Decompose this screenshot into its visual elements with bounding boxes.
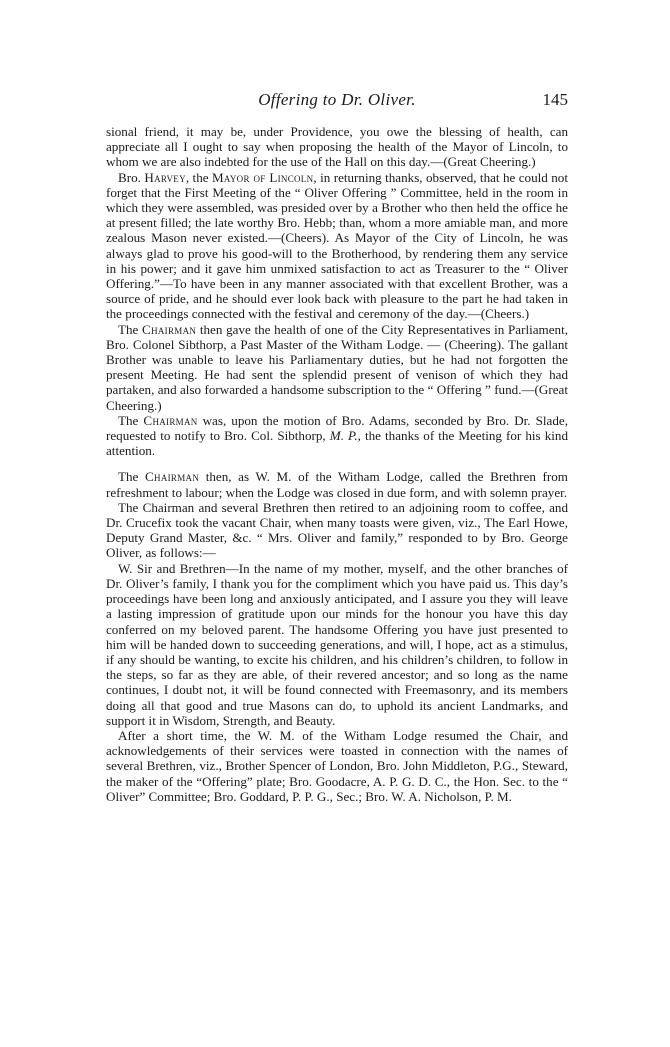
text-run: The <box>118 321 143 337</box>
page-header <box>106 90 568 112</box>
small-caps-name: Mayor of Lincoln <box>211 169 314 185</box>
text-run: was, upon the motion of Bro. Adams, seconded by Bro. Dr. Slade, requested to notify to Bro. Col. Sibthorp, <box>106 412 568 444</box>
small-caps-name: Chairman <box>142 321 197 337</box>
text-run: The <box>118 469 145 485</box>
text-run: sional friend, it may be, under Providence, you owe the blessing of health, can appreciate all I ought to say when proposing the health of the Mayor of Lincoln, to whom we are also indebted for the use of the Hall on this day.—(Great Cheering.) <box>106 124 568 170</box>
text-run: , the <box>185 169 212 185</box>
paragraph-continued <box>106 124 568 170</box>
paragraph-lodge-closed <box>106 469 568 499</box>
text-run: , in returning thanks, observed, that he could not forget that the First Meeting of the “ Oliver Offering ” Committee, held in the room in which they were assembled, was presided over by a Brother who then held the office he at present filled; the late worthy Bro. Hebb; than, whom a more amiable man, and more zealous Mason never existed.—(Cheers). As Mayor of the City of Lincoln, he was always glad to prove his good-will to the Brotherhood, by rendering them any service in his power; and it gave him unmixed satisfaction to act as Treasurer to the “ Oliver Offering.”—To have been in any manner associated with that excellent Brother, was a source of pride, and he should ever look back with pleasure to the part he had taken in the proceedings connected with the festival and ceremony of the day.—(Cheers.) <box>106 169 568 322</box>
paragraph-sibthorp-thanks <box>106 413 568 459</box>
paragraph-george-oliver-speech <box>106 561 568 728</box>
text-run: W. Sir and Brethren—In the name of my mother, myself, and the other branches of Dr. Oliver’s family, I thank you for the compliment which you have paid us. This day’s proceedings have been long and anxiously anticipated, and I assure you they will leave a lasting impression of gratitude upon our minds for the honour you have this day conferred on my beloved parent. The handsome Offering you have just presented to him will be handed down to succeeding generations, and will, I hope, act as a stimulus, if any should be wanting, to excite his children, and his children’s children, to follow in the steps, so far as they are able, of their revered ancestor; and so long as the name continues, I doubt not, it will be found connected with Freemasonry, and its members doing all that good and true Masons can do, to uphold its ancient Landmarks, and support it in Wisdom, Strength, and Beauty. <box>106 560 568 728</box>
small-caps-name: Chairman <box>144 469 200 485</box>
paragraph-mayor-reply <box>106 170 568 322</box>
text-run: After a short time, the W. M. of the Witham Lodge resumed the Chair, and acknowledgements of their services were toasted in connection with the names of several Brethren, viz., Brother Spencer of London, Bro. John Middleton, P.G., Steward, the maker of the “Offering” plate; Bro. Goodacre, A. P. G. D. C., the Hon. Sec. to the “ Oliver” Committee; Bro. Goddard, P. P. G., Sec.; Bro. W. A. Nicholson, P. M. <box>106 727 568 804</box>
paragraph-coffee-toasts <box>106 500 568 561</box>
running-title: Offering to Dr. Oliver. <box>258 90 416 109</box>
text-run: Bro. <box>118 169 145 185</box>
text-run: , the thanks of the Meeting for his kind attention. <box>106 428 568 459</box>
small-caps-name: Harvey <box>144 169 186 185</box>
paragraph-acknowledgements <box>106 728 568 804</box>
page-number: 145 <box>542 90 568 109</box>
text-run: The <box>118 412 144 428</box>
text-run: then gave the health of one of the City Representatives in Parliament, Bro. Colonel Sibthorp, a Past Master of the Witham Lodge. — (Cheering). The gallant Brother was unable to leave his Parliamentary duties, but he had not forgotten the present Meeting. He had sent the splendid present of venison of which they had partaken, and also forwarded a handsome subscription to the “ Offering ” fund.—(Great Cheering.) <box>106 321 568 413</box>
text-run: then, as W. M. of the Witham Lodge, called the Brethren from refreshment to labour; when the Lodge was closed in due form, and with solemn prayer. <box>106 469 568 500</box>
small-caps-name: Chairman <box>143 412 198 428</box>
paragraph-sibthorp-toast <box>106 322 568 413</box>
body-text <box>106 124 568 804</box>
italic-text: M. P. <box>329 428 358 444</box>
text-run: The Chairman and several Brethren then retired to an adjoining room to coffee, and Dr. Crucefix took the vacant Chair, when many toasts were given, viz., The Earl Howe, Deputy Grand Master, &c. “ Mrs. Oliver and family,” responded to by Bro. George Oliver, as follows:— <box>106 499 568 561</box>
